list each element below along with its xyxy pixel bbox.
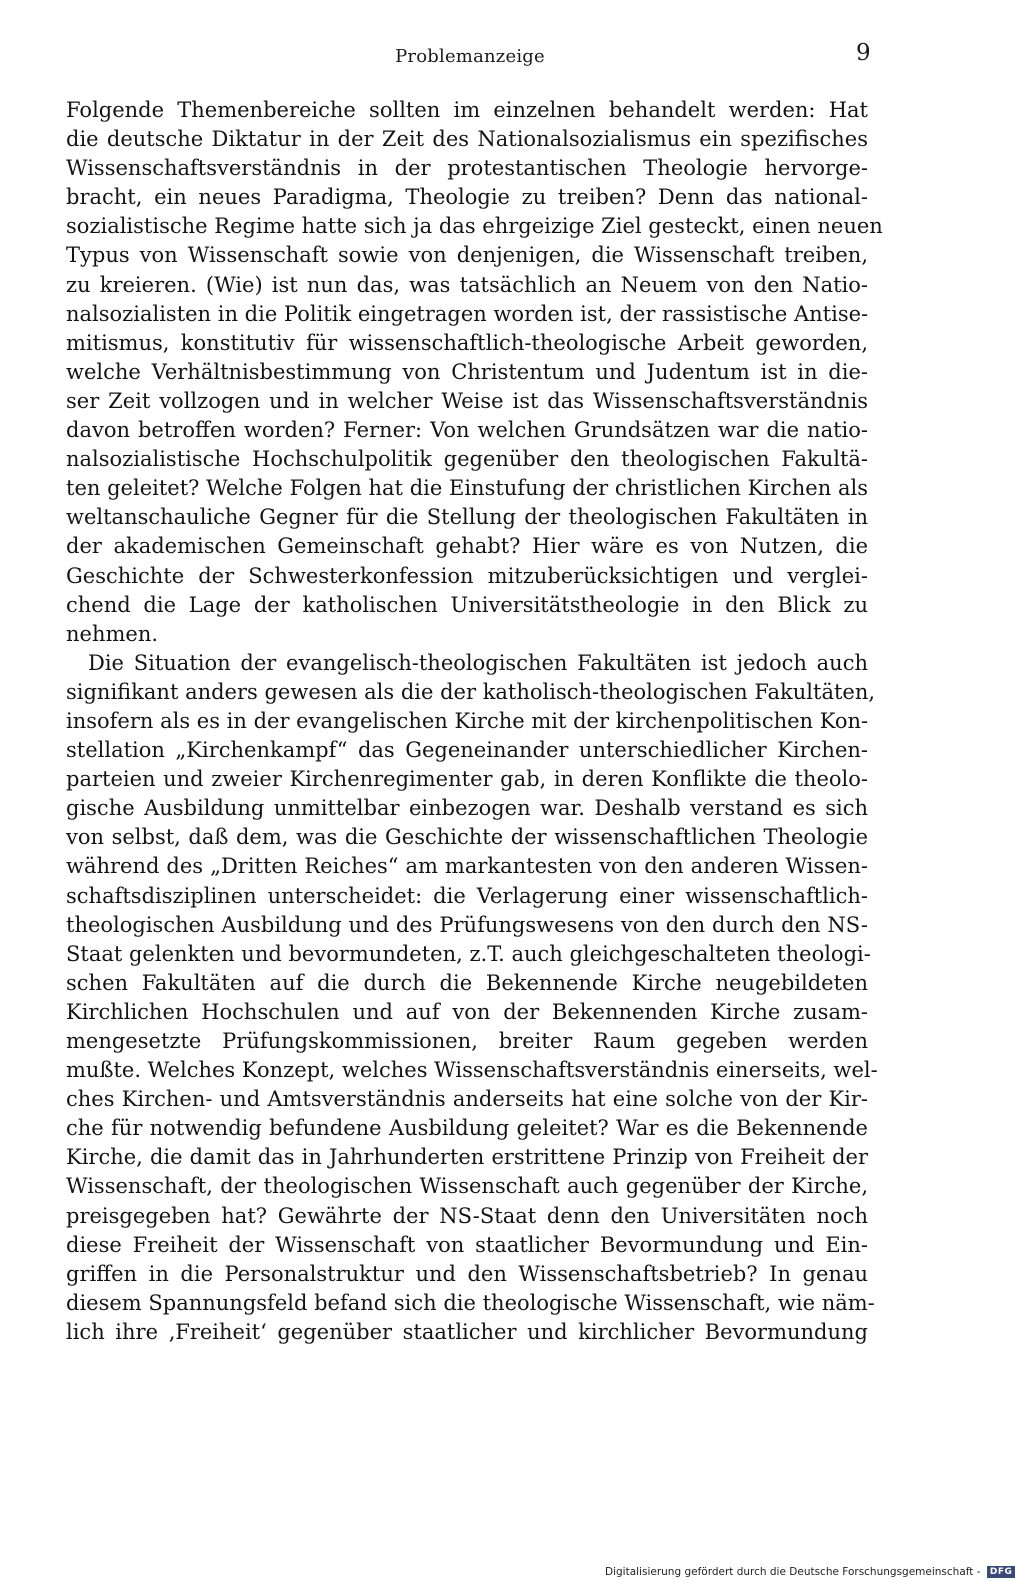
text-line: bracht, ein neues Paradigma, Theologie zu treiben? Denn das national-	[66, 185, 868, 210]
text-line: stellation „Kirchenkampf“ das Gegeneinander unterschiedlicher Kirchen-	[66, 738, 868, 763]
text-line: Folgende Themenbereiche sollten im einzelnen behandelt werden: Hat	[66, 98, 868, 122]
body-text	[66, 96, 883, 1347]
text-line: diesem Spannungsfeld befand sich die theologische Wissenschaft, wie näm-	[66, 1290, 875, 1315]
dfg-logo: DFG	[987, 1566, 1015, 1578]
text-line: gische Ausbildung unmittelbar einbezogen war. Deshalb verstand es sich	[66, 796, 868, 821]
text-line: von selbst, daß dem, was die Geschichte der wissenschaftlichen Theologie	[66, 825, 868, 850]
text-line: griffen in die Personalstruktur und den Wissenschaftsbetrieb? In genau	[66, 1261, 868, 1286]
text-line: insofern als es in der evangelischen Kirche mit der kirchenpolitischen Kon-	[66, 708, 869, 733]
text-line: weltanschauliche Gegner für die Stellung der theologischen Fakultäten in	[66, 505, 868, 530]
text-line: signifikant anders gewesen als die der katholisch-theologischen Fakultäten,	[66, 679, 876, 704]
text-line: parteien und zweier Kirchenregimenter gab, in deren Konflikte die theolo-	[66, 767, 868, 792]
page-number: 9	[856, 40, 871, 66]
text-line: ser Zeit vollzogen und in welcher Weise ist das Wissenschaftsverständnis	[66, 388, 868, 413]
text-line: der akademischen Gemeinschaft gehabt? Hier wäre es von Nutzen, die	[66, 534, 868, 559]
digitization-footer	[605, 1566, 1015, 1578]
text-line: ches Kirchen- und Amtsverständnis anderseits hat eine solche von der Kir-	[66, 1087, 868, 1112]
text-line: schen Fakultäten auf die durch die Bekennende Kirche neugebildeten	[66, 970, 868, 995]
text-line: davon betroffen worden? Ferner: Von welchen Grundsätzen war die natio-	[66, 418, 868, 443]
text-line: Wissenschaftsverständnis in der protestantischen Theologie hervorge-	[66, 156, 868, 181]
text-line: che für notwendig befundene Ausbildung geleitet? War es die Bekennende	[66, 1116, 868, 1141]
text-line: Kirche, die damit das in Jahrhunderten erstrittene Prinzip von Freiheit der	[66, 1145, 868, 1170]
text-line: Staat gelenkten und bevormundeten, z.T. auch gleichgeschalteten theologi-	[66, 941, 871, 966]
text-line: nalsozialistische Hochschulpolitik gegenüber den theologischen Fakultä-	[66, 447, 868, 472]
text-line: zu kreieren. (Wie) ist nun das, was tatsächlich an Neuem von den Natio-	[66, 272, 868, 297]
text-line: lich ihre ‚Freiheit‘ gegenüber staatlicher und kirchlicher Bevormundung	[66, 1319, 868, 1344]
running-title: Problemanzeige	[395, 46, 545, 67]
text-line: chend die Lage der katholischen Universitätstheologie in den Blick zu	[66, 592, 868, 617]
text-line: Kirchlichen Hochschulen und auf von der Bekennenden Kirche zusam-	[66, 999, 868, 1024]
text-line: ten geleitet? Welche Folgen hat die Einstufung der christlichen Kirchen als	[66, 476, 868, 501]
text-line: welche Verhältnisbestimmung von Christentum und Judentum ist in die-	[66, 359, 868, 384]
text-line: Die Situation der evangelisch-theologischen Fakultäten ist jedoch auch	[88, 650, 868, 675]
text-line: theologischen Ausbildung und des Prüfungswesens von den durch den NS-	[66, 912, 868, 937]
text-line: nalsozialisten in die Politik eingetragen worden ist, der rassistische Antise-	[66, 301, 869, 326]
text-line: Geschichte der Schwesterkonfession mitzuberücksichtigen und verglei-	[66, 563, 868, 588]
text-line: schaftsdisziplinen unterscheidet: die Verlagerung einer wissenschaftlich-	[66, 883, 868, 908]
text-line: die deutsche Diktatur in der Zeit des Nationalsozialismus ein spezifisches	[66, 127, 868, 152]
text-line: Wissenschaft, der theologischen Wissenschaft auch gegenüber der Kirche,	[66, 1174, 868, 1199]
footer-text: Digitalisierung gefördert durch die Deutsche Forschungsgemeinschaft -	[605, 1566, 981, 1578]
text-line: sozialistische Regime hatte sich ja das ehrgeizige Ziel gesteckt, einen neuen	[66, 214, 883, 239]
text-line: diese Freiheit der Wissenschaft von staatlicher Bevormundung und Ein-	[66, 1232, 868, 1257]
text-line: preisgegeben hat? Gewährte der NS-Staat denn den Universitäten noch	[66, 1203, 868, 1228]
text-line: nehmen.	[66, 621, 159, 646]
text-line: Typus von Wissenschaft sowie von denjenigen, die Wissenschaft treiben,	[66, 243, 868, 268]
text-line: mitismus, konstitutiv für wissenschaftlich-theologische Arbeit geworden,	[66, 330, 868, 355]
text-line: während des „Dritten Reiches“ am markantesten von den anderen Wissen-	[66, 854, 868, 879]
text-line: mußte. Welches Konzept, welches Wissenschaftsverständnis einerseits, wel-	[66, 1058, 878, 1083]
text-line: mengesetzte Prüfungskommissionen, breiter Raum gegeben werden	[66, 1029, 868, 1053]
